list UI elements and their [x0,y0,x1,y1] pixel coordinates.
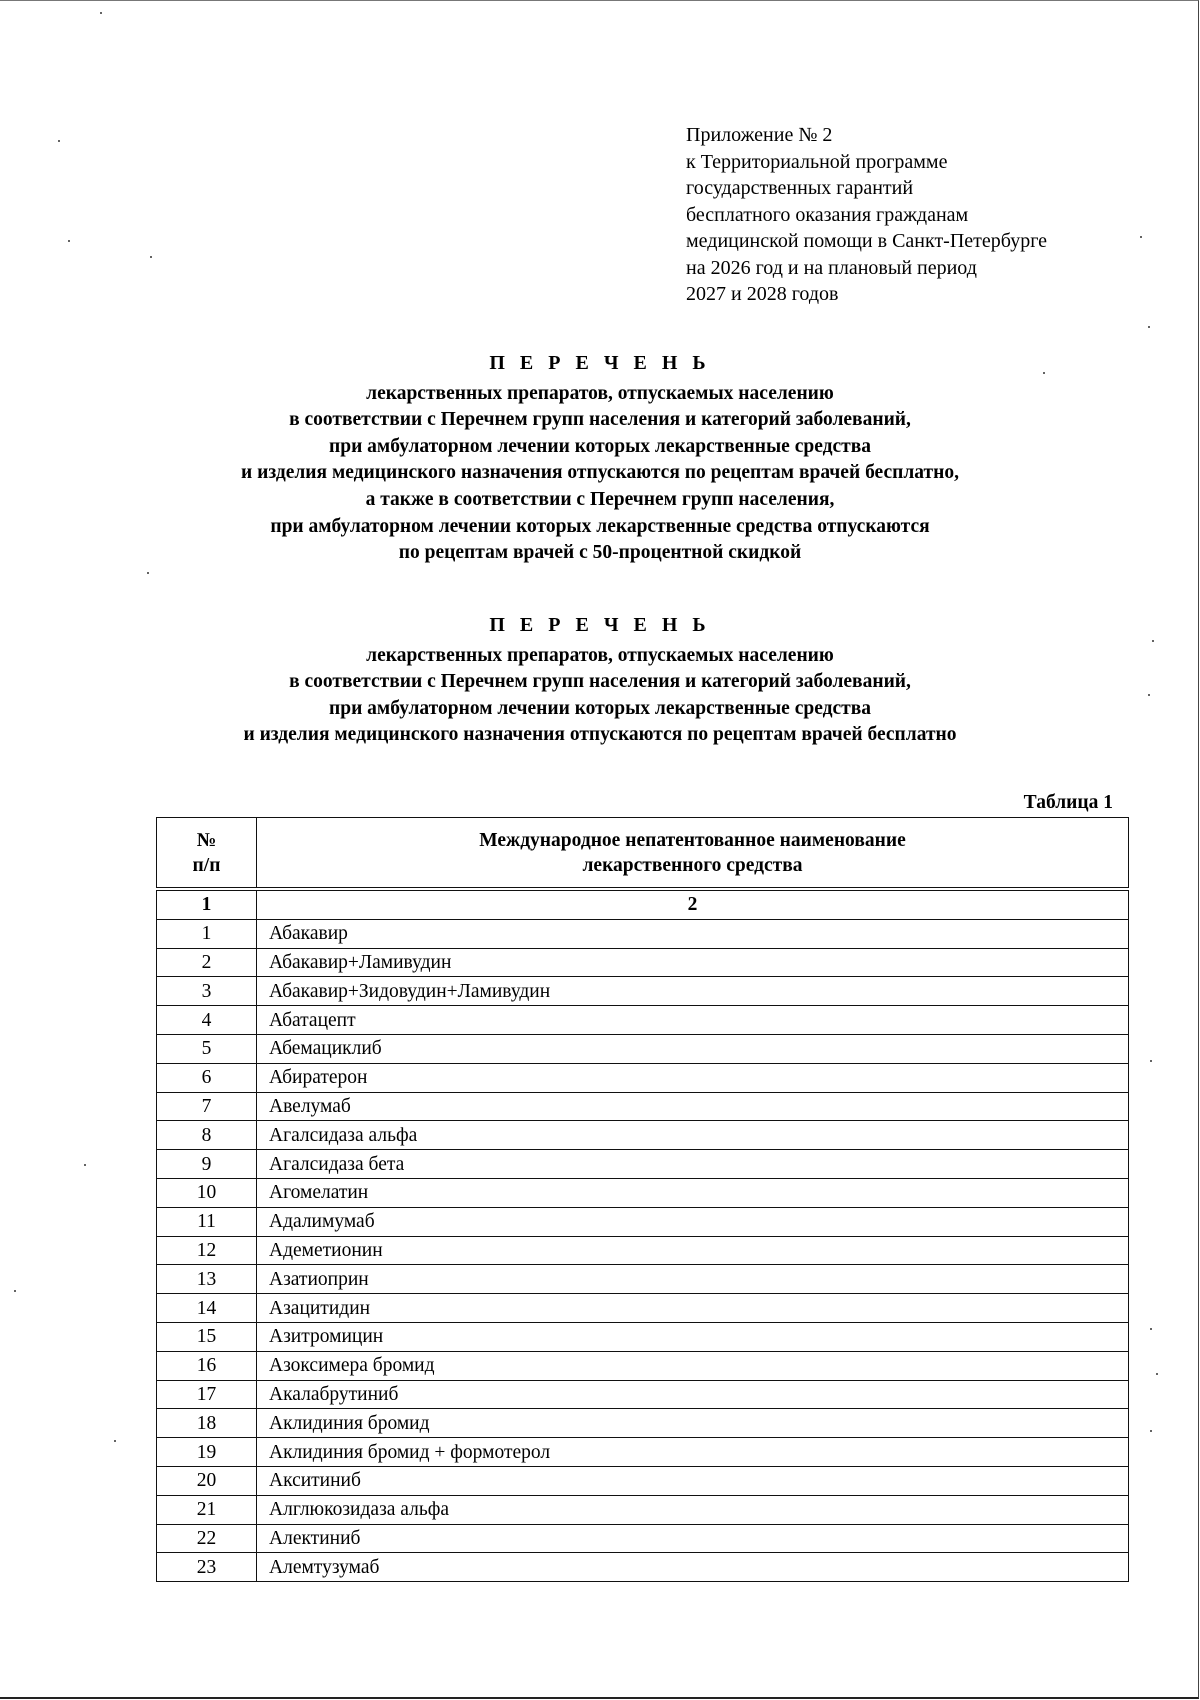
row-number: 23 [157,1553,257,1582]
appendix-line: 2027 и 2028 годов [686,283,839,305]
column-number-row [157,891,1129,920]
heading-title: П Е Р Е Ч Е Н Ь [489,614,711,636]
row-number: 12 [157,1236,257,1265]
scan-speck [1156,1373,1158,1375]
drug-name: Абатацепт [257,1006,1129,1035]
drug-name: Аклидиния бромид + формотерол [257,1438,1129,1467]
drug-name: Алектиниб [257,1524,1129,1553]
row-number: 3 [157,977,257,1006]
appendix-note [686,122,1126,308]
row-number: 14 [157,1294,257,1323]
table-row [157,1380,1129,1409]
row-number: 15 [157,1322,257,1351]
drug-name: Абиратерон [257,1063,1129,1092]
header-number-line: № [196,829,217,851]
row-number: 8 [157,1121,257,1150]
document-heading-1 [0,350,1200,567]
heading-line: по рецептам врачей с 50-процентной скидкой [398,542,802,564]
drug-name: Аклидиния бромид [257,1409,1129,1438]
heading-line: при амбулаторном лечении которых лекарственные средства [328,435,871,457]
appendix-line: государственных гарантий [686,177,914,199]
scan-speck [150,256,152,258]
scan-speck [1150,1060,1152,1062]
table-row [157,1294,1129,1323]
drug-name: Авелумаб [257,1092,1129,1121]
drug-name: Абемациклиб [257,1034,1129,1063]
table-row [157,977,1129,1006]
heading-line: лекарственных препаратов, отпускаемых населению [366,644,834,666]
table-header-row [157,818,1129,888]
appendix-line: к Территориальной программе [686,150,948,173]
drug-name: Адалимумаб [257,1207,1129,1236]
drug-name: Акситиниб [257,1466,1129,1495]
scan-speck [1150,1430,1152,1432]
table-row [157,1063,1129,1092]
table-row [157,1236,1129,1265]
scan-speck [58,140,60,142]
table-row [157,1150,1129,1179]
row-number: 21 [157,1495,257,1524]
row-number: 18 [157,1409,257,1438]
row-number: 1 [157,919,257,948]
appendix-line: Приложение № 2 [686,124,833,146]
drug-name: Азитромицин [257,1322,1129,1351]
column-number: 1 [157,891,257,920]
row-number: 6 [157,1063,257,1092]
row-number: 2 [157,948,257,977]
table-row [157,1438,1129,1467]
column-number: 2 [257,891,1129,920]
header-name-line: Международное непатентованное наименование [479,829,906,851]
table-row [157,1553,1129,1582]
drug-name: Абакавир [257,919,1129,948]
drug-name: Адеметионин [257,1236,1129,1265]
table-row [157,1207,1129,1236]
heading-line: лекарственных препаратов, отпускаемых населению [366,382,834,404]
heading-line: в соответствии с Перечнем групп населения и категорий заболеваний, [289,671,911,693]
scan-speck [1140,236,1142,238]
row-number: 19 [157,1438,257,1467]
table-row [157,919,1129,948]
heading-line: а также в соответствии с Перечнем групп населения, [365,488,835,510]
table-row [157,1006,1129,1035]
table-row [157,948,1129,977]
drug-table [156,817,1129,1582]
row-number: 5 [157,1034,257,1063]
scan-speck [100,12,102,14]
drug-name: Абакавир+Ламивудин [257,948,1129,977]
row-number: 17 [157,1380,257,1409]
drug-name: Алглюкозидаза альфа [257,1495,1129,1524]
scan-speck [1150,1328,1152,1330]
drug-name: Азатиоприн [257,1265,1129,1294]
drug-name: Азоксимера бромид [257,1351,1129,1380]
scan-speck [68,240,70,242]
drug-name: Акалабрутиниб [257,1380,1129,1409]
heading-line: при амбулаторном лечении которых лекарственные средства [328,697,871,719]
table-row [157,1178,1129,1207]
heading-line: при амбулаторном лечении которых лекарственные средства отпускаются [270,515,930,537]
table-row [157,1466,1129,1495]
appendix-line: на 2026 год и на плановый период [686,256,977,279]
row-number: 11 [157,1207,257,1236]
heading-line: и изделия медицинского назначения отпускаются по рецептам врачей бесплатно, [241,462,959,484]
row-number: 20 [157,1466,257,1495]
table-row [157,1322,1129,1351]
header-number [157,818,257,888]
scan-speck [147,572,149,574]
document-heading-2 [0,612,1200,749]
header-name [257,818,1129,888]
drug-name: Агалсидаза бета [257,1150,1129,1179]
row-number: 16 [157,1351,257,1380]
row-number: 22 [157,1524,257,1553]
scan-speck [14,1290,16,1292]
heading-line: в соответствии с Перечнем групп населения и категорий заболеваний, [289,409,911,431]
appendix-line: бесплатного оказания гражданам [686,203,969,226]
header-name-line: лекарственного средства [582,854,803,876]
header-number-line: п/п [192,854,221,876]
scan-speck [114,1440,116,1442]
scan-speck [1148,326,1150,328]
row-number: 10 [157,1178,257,1207]
table-caption: Таблица 1 [1023,792,1113,813]
drug-name: Абакавир+Зидовудин+Ламивудин [257,977,1129,1006]
drug-name: Алемтузумаб [257,1553,1129,1582]
drug-name: Агалсидаза альфа [257,1121,1129,1150]
table-row [157,1524,1129,1553]
scan-speck [84,1164,86,1166]
row-number: 7 [157,1092,257,1121]
table-row [157,1495,1129,1524]
table-row [157,1034,1129,1063]
drug-name: Азацитидин [257,1294,1129,1323]
appendix-line: медицинской помощи в Санкт-Петербурге [686,230,1048,252]
heading-line: и изделия медицинского назначения отпускаются по рецептам врачей бесплатно [243,724,957,746]
row-number: 13 [157,1265,257,1294]
table-row [157,1121,1129,1150]
table-row [157,1351,1129,1380]
heading-title: П Е Р Е Ч Е Н Ь [489,352,711,374]
row-number: 9 [157,1150,257,1179]
table-row [157,1265,1129,1294]
table-row [157,1092,1129,1121]
table-body [157,888,1129,1582]
drug-name: Агомелатин [257,1178,1129,1207]
row-number: 4 [157,1006,257,1035]
table-row [157,1409,1129,1438]
